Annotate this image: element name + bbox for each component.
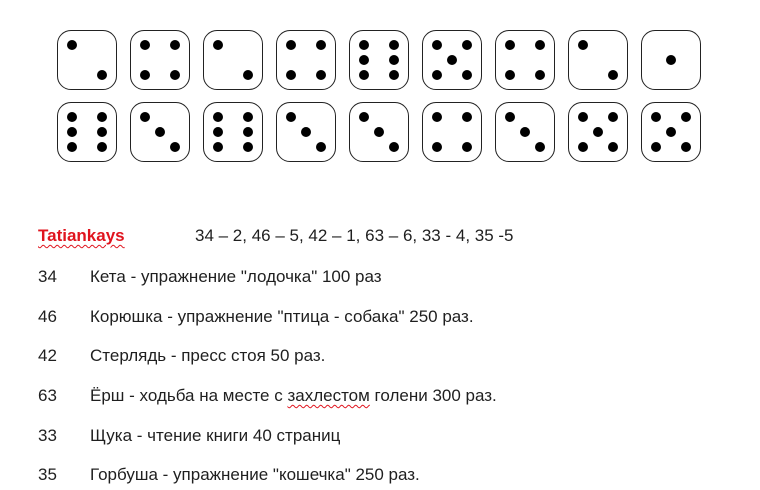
die-pip (67, 127, 77, 137)
die-pip (67, 112, 77, 122)
die-face-4 (495, 30, 555, 90)
die-pip (170, 142, 180, 152)
die-pip (389, 142, 399, 152)
die-pip (432, 40, 442, 50)
die-pip (359, 40, 369, 50)
die-pip (389, 55, 399, 65)
die-face-4 (276, 30, 336, 90)
author-name: Tatiankays (38, 226, 125, 245)
die-pip (155, 127, 165, 137)
dice-grid (0, 0, 760, 180)
die-face-3 (130, 102, 190, 162)
die-pip (316, 70, 326, 80)
die-pip (170, 70, 180, 80)
task-number: 35 (38, 465, 57, 484)
die-pip (286, 112, 296, 122)
die-pip (666, 55, 676, 65)
die-pip (140, 70, 150, 80)
die-face-5 (568, 102, 628, 162)
die-pip (651, 142, 661, 152)
die-pip (243, 70, 253, 80)
die-pip (681, 142, 691, 152)
die-pip (608, 70, 618, 80)
die-pip (462, 142, 472, 152)
die-face-2 (203, 30, 263, 90)
die-pip (316, 142, 326, 152)
task-text: Стерлядь - пресс стоя 50 раз. (90, 346, 326, 365)
die-pip (505, 70, 515, 80)
die-pip (535, 40, 545, 50)
die-pip (213, 127, 223, 137)
die-pip (593, 127, 603, 137)
die-pip (520, 127, 530, 137)
die-face-4 (422, 102, 482, 162)
die-pip (359, 55, 369, 65)
die-pip (67, 142, 77, 152)
die-pip (359, 112, 369, 122)
die-face-5 (422, 30, 482, 90)
die-face-6 (349, 30, 409, 90)
die-face-4 (130, 30, 190, 90)
die-pip (535, 70, 545, 80)
die-pip (213, 112, 223, 122)
die-pip (140, 40, 150, 50)
die-pip (578, 40, 588, 50)
die-face-3 (276, 102, 336, 162)
task-text (90, 385, 497, 407)
header-line (38, 226, 514, 246)
die-pip (535, 142, 545, 152)
task-number: 34 (38, 267, 57, 286)
die-pip (359, 70, 369, 80)
die-pip (462, 70, 472, 80)
die-pip (97, 127, 107, 137)
die-pip (666, 127, 676, 137)
die-face-5 (641, 102, 701, 162)
die-pip (170, 40, 180, 50)
die-pip (286, 40, 296, 50)
die-pip (578, 112, 588, 122)
task-text: Кета - упражнение "лодочка" 100 раз (90, 267, 382, 286)
die-pip (243, 127, 253, 137)
die-pip (608, 142, 618, 152)
task-text: Горбуша - упражнение "кошечка" 250 раз. (90, 465, 420, 484)
task-text-end: голени 300 раз. (369, 386, 497, 405)
die-face-2 (568, 30, 628, 90)
task-text-start: Ёрш - ходьба на месте с (90, 386, 288, 405)
die-pip (97, 112, 107, 122)
die-pip (316, 40, 326, 50)
die-pip (389, 70, 399, 80)
task-number: 63 (38, 386, 57, 405)
die-face-2 (57, 30, 117, 90)
die-pip (608, 112, 618, 122)
task-number: 33 (38, 426, 57, 445)
die-pip (681, 112, 691, 122)
die-face-1 (641, 30, 701, 90)
die-pip (140, 112, 150, 122)
die-pip (374, 127, 384, 137)
task-text: Корюшка - упражнение "птица - собака" 250 раз. (90, 307, 474, 326)
dice-summary: 34 – 2, 46 – 5, 42 – 1, 63 – 6, 33 - 4, 35 -5 (195, 226, 514, 245)
die-pip (243, 142, 253, 152)
die-pip (432, 142, 442, 152)
task-text-spellcheck-word: захлестом (287, 386, 370, 405)
die-pip (97, 70, 107, 80)
task-number: 42 (38, 346, 57, 365)
die-pip (213, 142, 223, 152)
die-pip (213, 40, 223, 50)
die-pip (462, 40, 472, 50)
die-face-3 (495, 102, 555, 162)
die-pip (505, 40, 515, 50)
die-face-3 (349, 102, 409, 162)
die-face-6 (203, 102, 263, 162)
die-pip (651, 112, 661, 122)
die-pip (462, 112, 472, 122)
die-pip (432, 70, 442, 80)
die-pip (505, 112, 515, 122)
die-pip (432, 112, 442, 122)
die-pip (286, 70, 296, 80)
die-pip (97, 142, 107, 152)
die-face-6 (57, 102, 117, 162)
die-pip (389, 40, 399, 50)
die-pip (243, 112, 253, 122)
die-pip (578, 142, 588, 152)
task-number: 46 (38, 307, 57, 326)
task-text: Щука - чтение книги 40 страниц (90, 426, 341, 445)
die-pip (447, 55, 457, 65)
die-pip (301, 127, 311, 137)
die-pip (67, 40, 77, 50)
